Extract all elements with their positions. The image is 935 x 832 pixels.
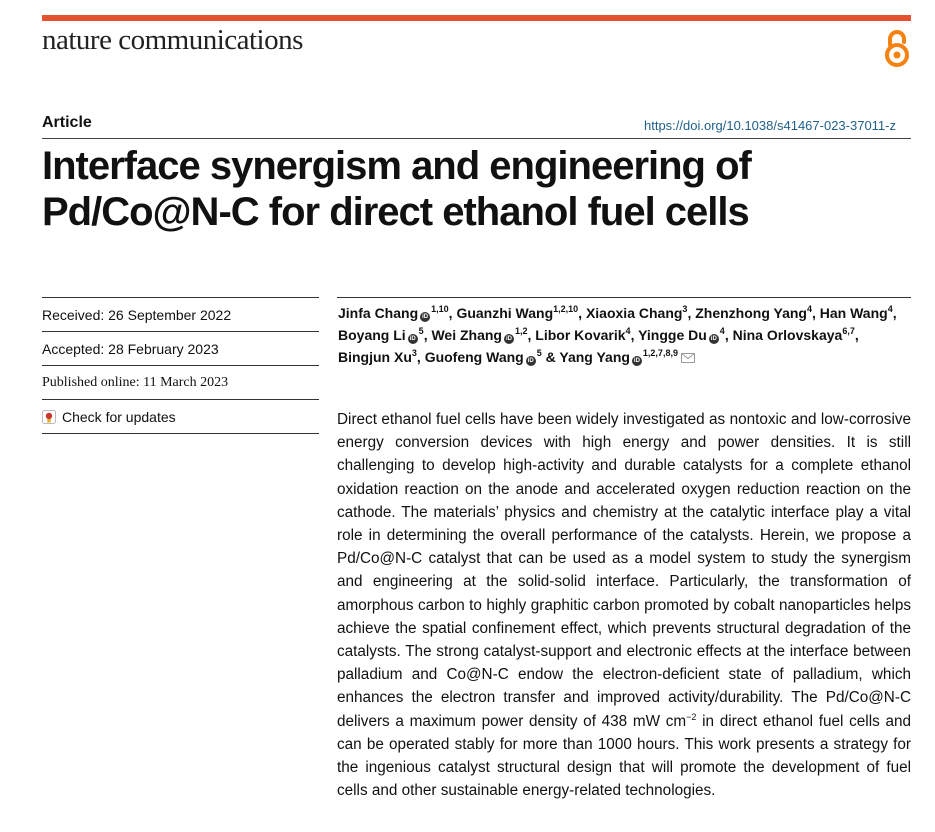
author-separator: , — [630, 327, 639, 343]
orcid-icon[interactable]: iD — [506, 336, 512, 342]
author-separator: , — [687, 305, 696, 321]
author[interactable]: Xiaoxia Chang — [585, 305, 683, 321]
published-date: Published online: 11 March 2023 — [42, 365, 319, 399]
author-affiliation: 3 — [682, 304, 688, 314]
author-affiliation: 4 — [719, 326, 725, 336]
author-separator: , — [423, 327, 432, 343]
orcid-icon[interactable]: iD — [710, 336, 717, 342]
title-line-2: Pd/Co@N-C for direct ethanol fuel cells — [42, 190, 749, 234]
author[interactable]: Nina Orlovskaya — [732, 327, 843, 343]
check-for-updates-link[interactable] — [42, 399, 319, 434]
author[interactable]: Wei Zhang — [431, 327, 502, 343]
journal-name: nature communications — [42, 24, 303, 56]
author[interactable]: Guofeng Wang — [424, 349, 524, 365]
article-type-label: Article — [42, 114, 92, 131]
author-affiliation: 3 — [411, 348, 417, 358]
author[interactable]: Bingjun Xu — [338, 349, 412, 365]
abstract — [337, 408, 911, 802]
header-divider — [42, 138, 911, 139]
author-affiliation: 1,2 — [515, 326, 528, 336]
article-dates-panel — [42, 297, 319, 434]
author-separator: , — [724, 327, 733, 343]
author-separator: & — [541, 349, 560, 365]
author-separator: , — [811, 305, 820, 321]
author-affiliation: 4 — [625, 326, 631, 336]
author[interactable]: Yingge Du — [638, 327, 707, 343]
open-access-lock-icon — [883, 28, 911, 68]
authors-divider — [337, 297, 911, 298]
abstract-text-1: Direct ethanol fuel cells have been widely investigated as nontoxic and low-corrosive energy conversion devices with high energy and power densities. It is still challenging to develop high-activity and durable catalysts for a complete ethanol oxidation reaction on the anode and accelerated oxygen reduction reaction on the cathode. The materials’ physics and chemistry at the catalytic interface play a vital role in determining the overall performance of the catalysts. Herein, we propose a Pd/Co@N-C catalyst that can be used as a model system to study the synergism and engineering at the solid-solid interface. Particularly, the transformation of amorphous carbon to highly graphitic carbon promoted by cobalt nanoparticles helps achieve the spatial confinement effect, which prevents structural degradation of the catalysts. The strong catalyst-support and electronic effects at the interface between palladium and Co@N-C endow the electron-deficient state of palladium, which enhances the electron transfer and improved activity/durability. The Pd/Co@N-C delivers a maximum power density of 438 mW cm — [337, 411, 911, 730]
author[interactable]: Han Wang — [819, 305, 888, 321]
author-affiliation: 4 — [887, 304, 893, 314]
author[interactable]: Jinfa Chang — [338, 305, 419, 321]
crossmark-icon — [42, 410, 56, 424]
orcid-icon[interactable]: iD — [633, 358, 640, 364]
author[interactable]: Guanzhi Wang — [456, 305, 554, 321]
author[interactable]: Libor Kovarik — [535, 327, 626, 343]
author-affiliation: 1,2,10 — [553, 304, 579, 314]
orcid-icon[interactable]: iD — [527, 358, 534, 364]
author-list — [338, 302, 911, 368]
doi-link[interactable]: https://doi.org/10.1038/s41467-023-37011-z — [644, 118, 896, 133]
author-affiliation: 4 — [806, 304, 812, 314]
author-affiliation: 1,2,7,8,9 — [642, 348, 678, 358]
author-affiliation: 1,10 — [431, 304, 449, 314]
check-for-updates-label: Check for updates — [62, 408, 176, 425]
author-separator: , — [448, 305, 457, 321]
top-accent-bar — [42, 15, 911, 21]
author[interactable]: Zhenzhong Yang — [695, 305, 807, 321]
author-separator: , — [578, 305, 586, 321]
accepted-date: Accepted: 28 February 2023 — [42, 331, 319, 365]
envelope-icon[interactable] — [681, 353, 695, 363]
title-line-1: Interface synergism and engineering of — [42, 144, 751, 188]
abstract-text-2: in direct ethanol fuel cells and can be operated stably for more than 1000 hours. This work presents a strategy for the ingenious catalyst structural design that will promote the development of fuel cells and other sustainable energy-related technologies. — [337, 712, 911, 800]
author[interactable]: Boyang Li — [338, 327, 406, 343]
author-affiliation: 5 — [418, 326, 424, 336]
abstract-superscript: −2 — [686, 711, 697, 722]
orcid-icon[interactable]: iD — [409, 336, 416, 342]
author-separator: , — [854, 327, 859, 343]
author-affiliation: 5 — [536, 348, 542, 358]
orcid-icon[interactable]: iD — [422, 314, 429, 320]
author-affiliation: 6,7 — [842, 326, 855, 336]
author-separator: , — [527, 327, 536, 343]
author-separator: , — [416, 349, 425, 365]
received-date: Received: 26 September 2022 — [42, 297, 319, 331]
author[interactable]: Yang Yang — [559, 349, 630, 365]
author-separator: , — [892, 305, 897, 321]
article-title — [42, 143, 911, 235]
